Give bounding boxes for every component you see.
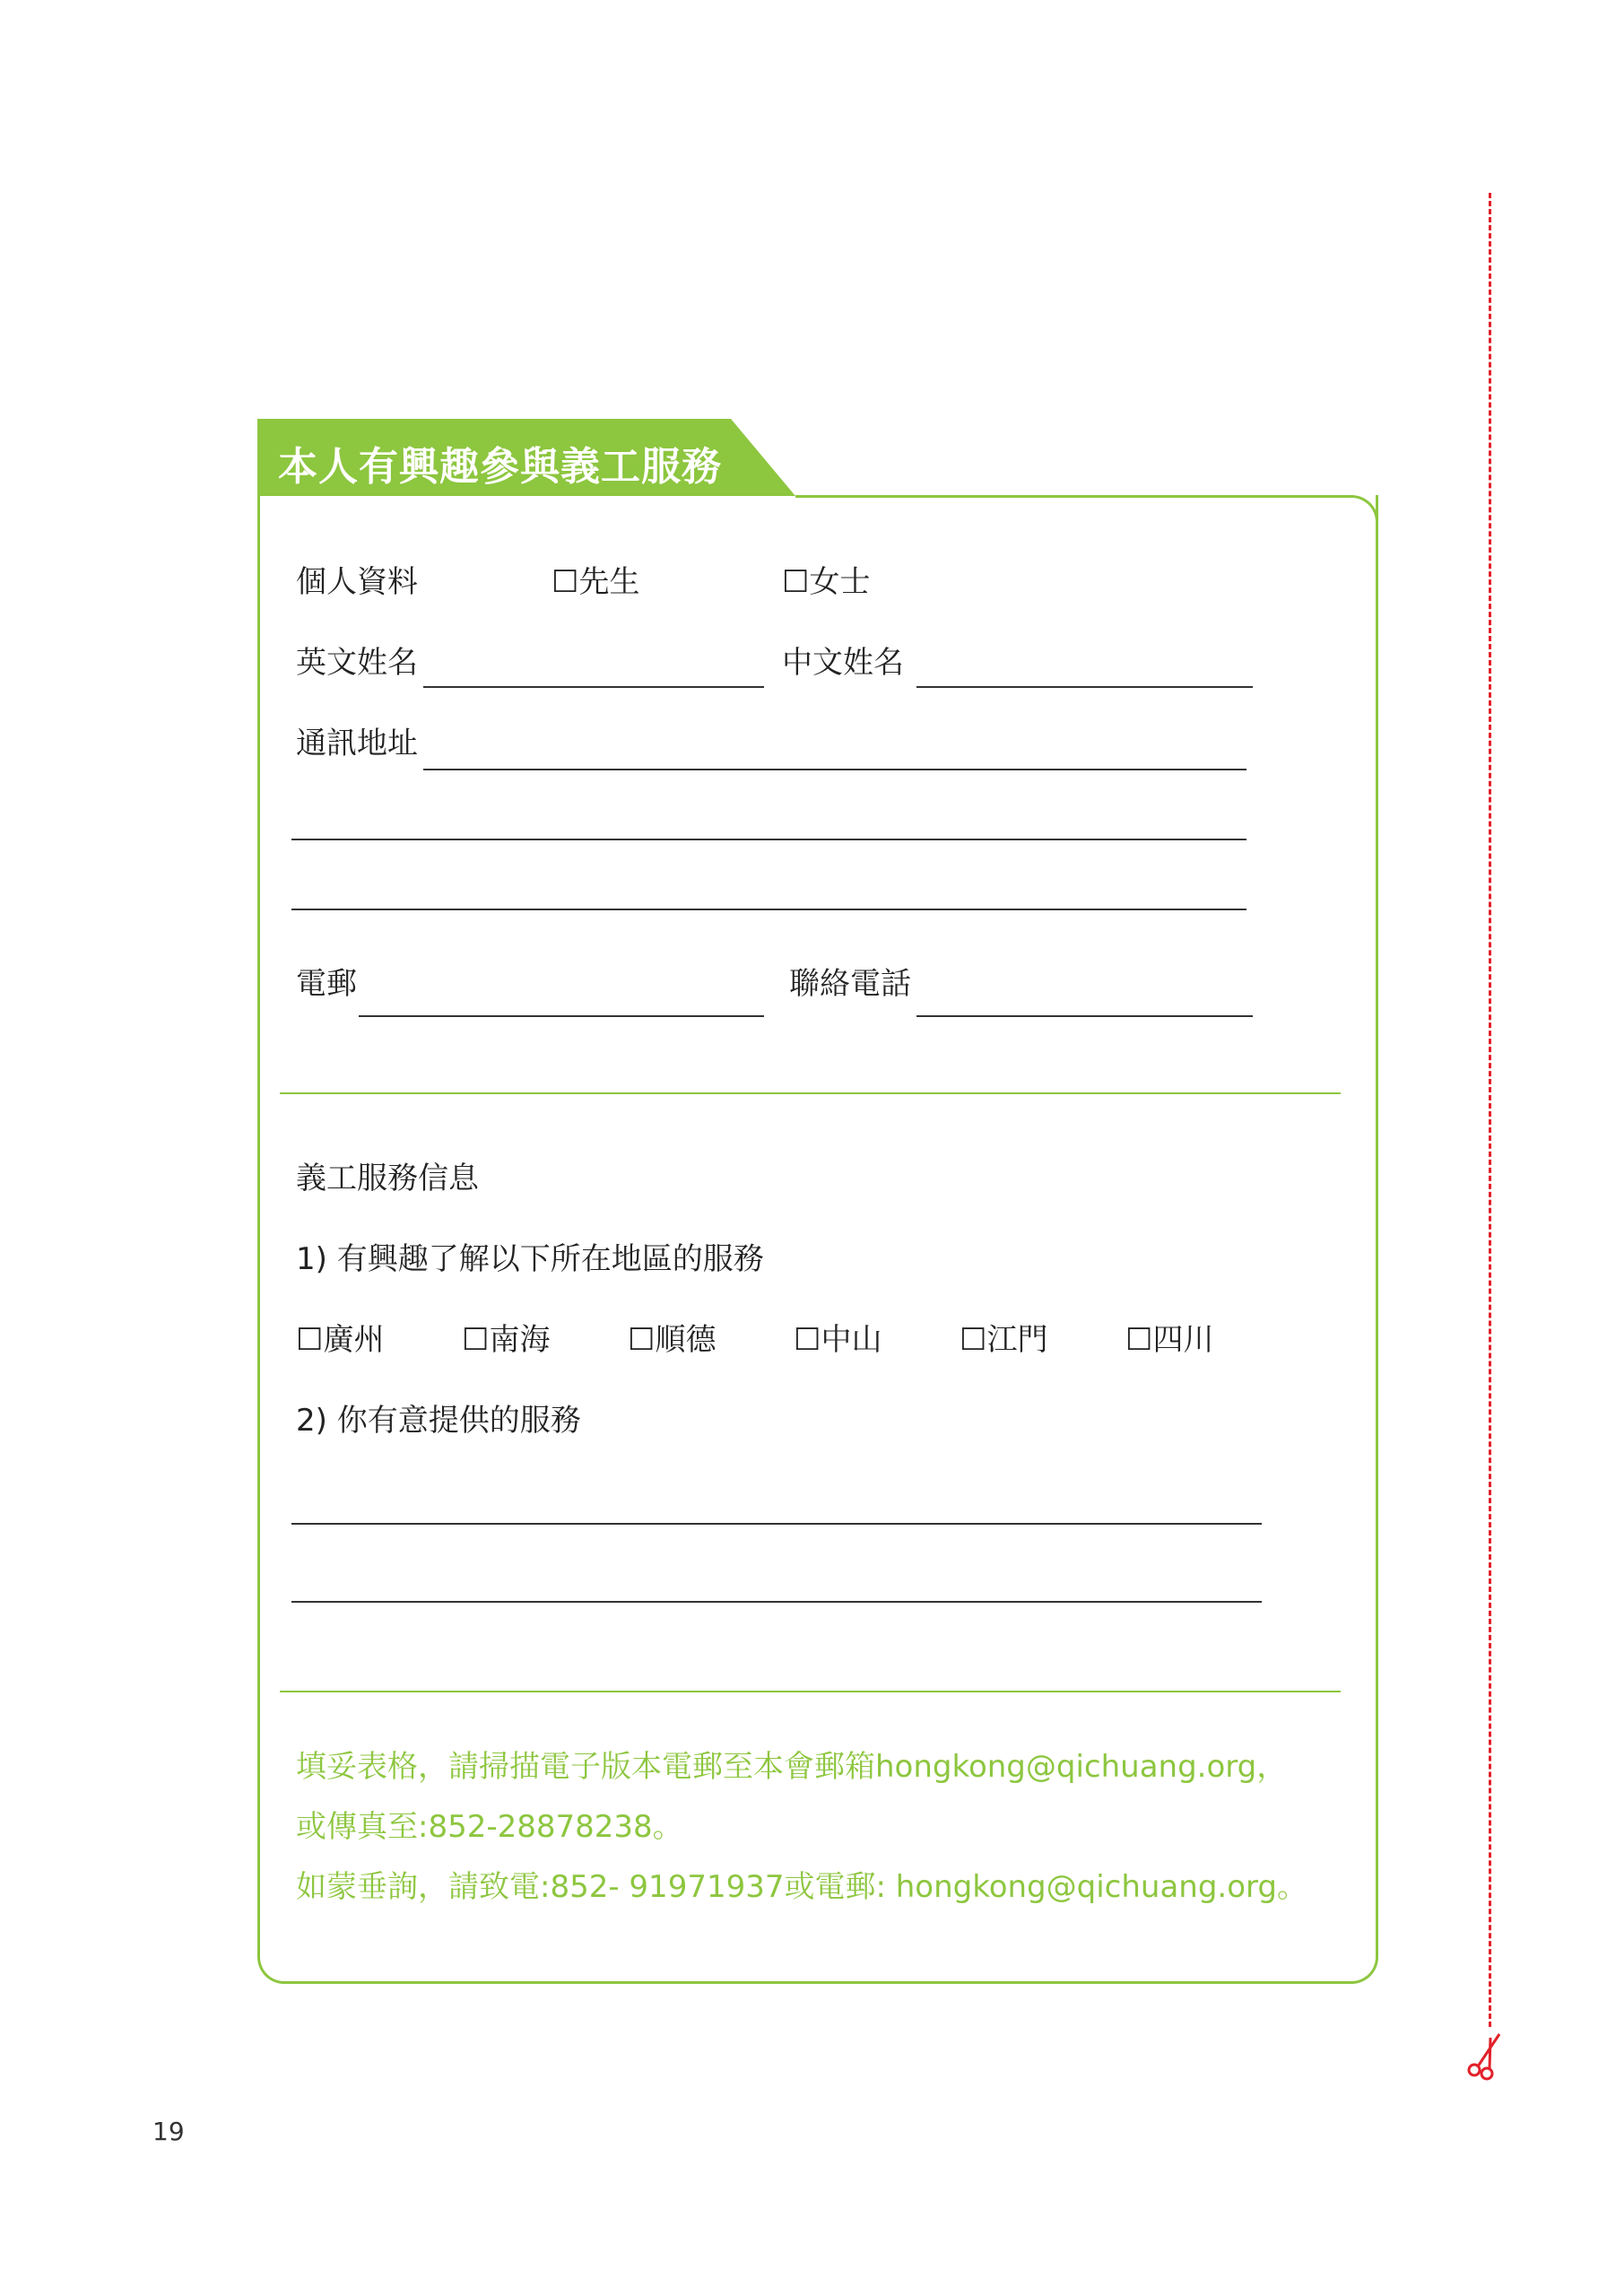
page-number: 19 (152, 2117, 185, 2146)
scissors-icon (1460, 2029, 1514, 2083)
question-1: 1) 有興趣了解以下所在地區的服務 (296, 1241, 764, 1277)
form-title: 本人有興趣參與義工服務 (278, 444, 722, 490)
personal-info-label: 個人資料 (296, 564, 418, 600)
english-name-label: 英文姓名 (296, 645, 418, 681)
address-label: 通訊地址 (296, 726, 418, 761)
cut-line (1489, 193, 1491, 2027)
service-field-line-1[interactable] (291, 1523, 1262, 1525)
region-checkbox-shunde[interactable]: ☐順德 (628, 1322, 717, 1358)
form-card-top-border (795, 495, 1378, 531)
chinese-name-label: 中文姓名 (782, 645, 904, 681)
footer-divider (280, 1691, 1341, 1692)
ms-checkbox[interactable]: ☐女士 (782, 564, 871, 600)
address-field-line-2[interactable] (291, 839, 1247, 840)
mr-checkbox[interactable]: ☐先生 (552, 564, 640, 600)
region-checkbox-sichuan[interactable]: ☐四川 (1125, 1322, 1214, 1358)
email-label: 電郵 (296, 966, 357, 1002)
region-checkbox-zhongshan[interactable]: ☐中山 (794, 1322, 882, 1358)
footer-line-1: 填妥表格，請掃描電子版本電郵至本會郵箱hongkong@qichuang.org， (296, 1749, 1288, 1785)
chinese-name-field[interactable] (916, 686, 1253, 688)
footer-line-3: 如蒙垂詢，請致電:852- 91971937或電郵: hongkong@qichuang.org。 (296, 1869, 1307, 1905)
region-checkbox-nanhai[interactable]: ☐南海 (462, 1322, 551, 1358)
email-field[interactable] (359, 1015, 764, 1017)
phone-field[interactable] (916, 1015, 1253, 1017)
region-checkbox-guangzhou[interactable]: ☐廣州 (296, 1322, 385, 1358)
section-divider (280, 1092, 1341, 1094)
english-name-field[interactable] (423, 686, 764, 688)
volunteer-info-label: 義工服務信息 (296, 1161, 479, 1196)
footer-line-2: 或傳真至:852-28878238。 (296, 1809, 683, 1845)
address-field-line-1[interactable] (423, 769, 1247, 770)
region-checkbox-jiangmen[interactable]: ☐江門 (960, 1322, 1048, 1358)
phone-label: 聯絡電話 (789, 966, 911, 1002)
address-field-line-3[interactable] (291, 909, 1247, 910)
question-2: 2) 你有意提供的服務 (296, 1403, 581, 1439)
service-field-line-2[interactable] (291, 1601, 1262, 1603)
